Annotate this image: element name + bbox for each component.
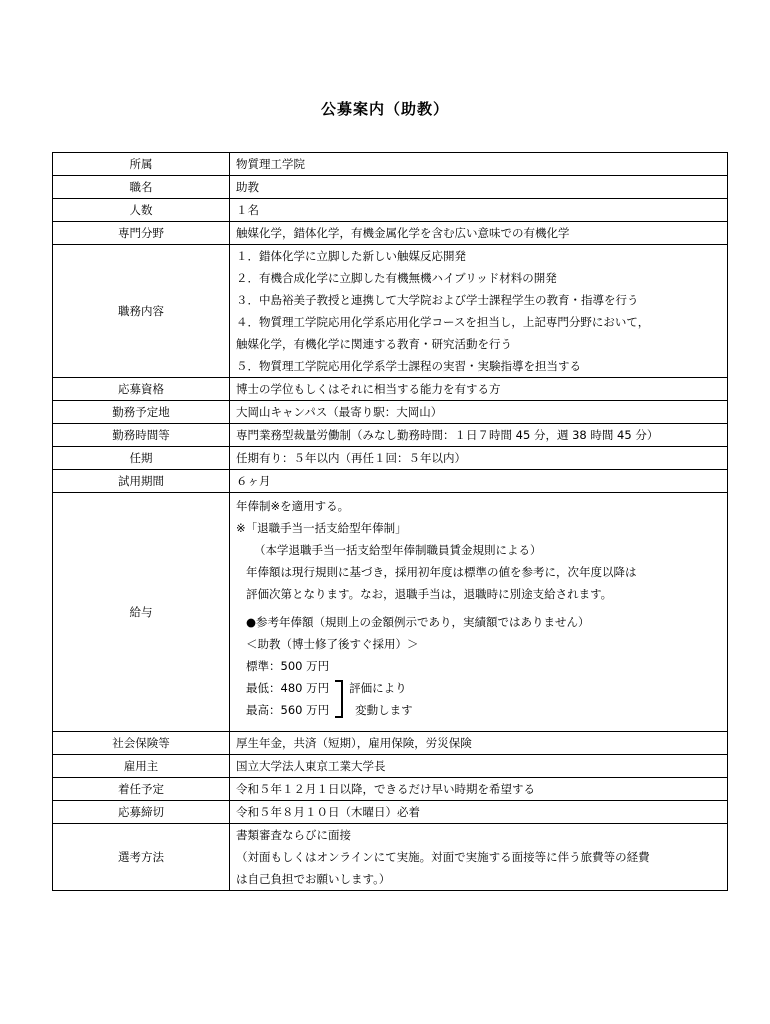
row-label-insurance: 社会保険等: [53, 732, 230, 755]
row-label-headcount: 人数: [53, 199, 230, 222]
row-value-affiliation: 物質理工学院: [230, 153, 728, 176]
salary-line: 年俸額は現行規則に基づき，採用初年度は標準の値を参考に，次年度以降は: [246, 565, 637, 579]
row-label-location: 勤務予定地: [53, 401, 230, 424]
table-row: [53, 493, 728, 732]
selection-line: は自己負担でお願いします。）: [236, 872, 391, 886]
salary-line: 年俸制※を適用する。: [236, 499, 350, 513]
duty-line: ５．物質理工学院応用化学系学士課程の実習・実験指導を担当する: [236, 359, 581, 373]
salary-line: 評価次第となります。なお，退職手当は，退職時に別途支給されます。: [246, 587, 613, 601]
table-row: [53, 378, 728, 401]
salary-line: ※「退職手当一括支給型年俸制」: [236, 521, 407, 535]
table-row: [53, 824, 728, 891]
duty-line: ２．有機合成化学に立脚した有機無機ハイブリッド材料の開発: [236, 271, 557, 285]
row-label-probation: 試用期間: [53, 470, 230, 493]
row-value-location: 大岡山キャンパス（最寄り駅：大岡山）: [230, 401, 728, 424]
table-row: [53, 732, 728, 755]
table-row: [53, 778, 728, 801]
salary-line: ＜助教（博士修了後すぐ採用）＞: [246, 637, 419, 651]
salary-note: 変動します: [355, 703, 413, 717]
table-row: [53, 176, 728, 199]
salary-note: 評価により: [349, 681, 407, 695]
salary-line: ●参考年俸額（規則上の金額例示であり，実績額ではありません）: [246, 615, 590, 629]
row-label-qualification: 応募資格: [53, 378, 230, 401]
row-value-field: 触媒化学，錯体化学，有機金属化学を含む広い意味での有機化学: [230, 222, 728, 245]
table-row: [53, 424, 728, 447]
selection-line: （対面もしくはオンラインにて実施。対面で実施する面接等に伴う旅費等の経費: [236, 850, 650, 864]
salary-min: 最低：480 万円: [246, 681, 330, 695]
table-row: [53, 470, 728, 493]
row-value-start: 令和５年１２月１日以降，できるだけ早い時期を希望する: [230, 778, 728, 801]
row-label-affiliation: 所属: [53, 153, 230, 176]
table-row: [53, 222, 728, 245]
bracket-icon: [335, 680, 343, 718]
row-value-duties: [230, 245, 728, 378]
row-value-headcount: １名: [230, 199, 728, 222]
row-label-employer: 雇用主: [53, 755, 230, 778]
salary-range: [236, 677, 721, 721]
row-value-insurance: 厚生年金，共済（短期），雇用保険，労災保険: [230, 732, 728, 755]
row-label-selection: 選考方法: [53, 824, 230, 891]
table-row: [53, 245, 728, 378]
row-value-hours: 専門業務型裁量労働制（みなし勤務時間：１日７時間 45 分，週 38 時間 45 分）: [230, 424, 728, 447]
row-label-field: 専門分野: [53, 222, 230, 245]
page-title: 公募案内（助教）: [320, 100, 449, 118]
row-label-salary: 給与: [53, 493, 230, 732]
row-label-term: 任期: [53, 447, 230, 470]
row-label-start: 着任予定: [53, 778, 230, 801]
salary-max: 最高：560 万円: [246, 703, 330, 717]
salary-standard: 標準：500 万円: [246, 659, 330, 673]
row-value-position: 助教: [230, 176, 728, 199]
row-label-deadline: 応募締切: [53, 801, 230, 824]
row-value-term: 任期有り：５年以内（再任１回：５年以内）: [230, 447, 728, 470]
duty-line: ３．中島裕美子教授と連携して大学院および学士課程学生の教育・指導を行う: [236, 293, 639, 307]
table-row: [53, 153, 728, 176]
table-row: [53, 401, 728, 424]
row-label-position: 職名: [53, 176, 230, 199]
row-value-salary: [230, 493, 728, 732]
row-label-duties: 職務内容: [53, 245, 230, 378]
row-value-qualification: 博士の学位もしくはそれに相当する能力を有する方: [230, 378, 728, 401]
job-posting-table: [52, 152, 728, 891]
table-row: [53, 447, 728, 470]
row-label-hours: 勤務時間等: [53, 424, 230, 447]
duty-line: １．錯体化学に立脚した新しい触媒反応開発: [236, 249, 466, 263]
table-row: [53, 801, 728, 824]
duty-line: 触媒化学，有機化学に関連する教育・研究活動を行う: [236, 337, 512, 351]
salary-line: （本学退職手当一括支給型年俸制職員賃金規則による）: [254, 543, 542, 557]
table-row: [53, 199, 728, 222]
duty-line: ４．物質理工学院応用化学系応用化学コースを担当し，上記専門分野において，: [236, 315, 650, 329]
row-value-probation: ６ヶ月: [230, 470, 728, 493]
row-value-selection: [230, 824, 728, 891]
row-value-employer: 国立大学法人東京工業大学長: [230, 755, 728, 778]
table-row: [53, 755, 728, 778]
row-value-deadline: 令和５年８月１０日（木曜日）必着: [230, 801, 728, 824]
selection-line: 書類審査ならびに面接: [236, 828, 351, 842]
